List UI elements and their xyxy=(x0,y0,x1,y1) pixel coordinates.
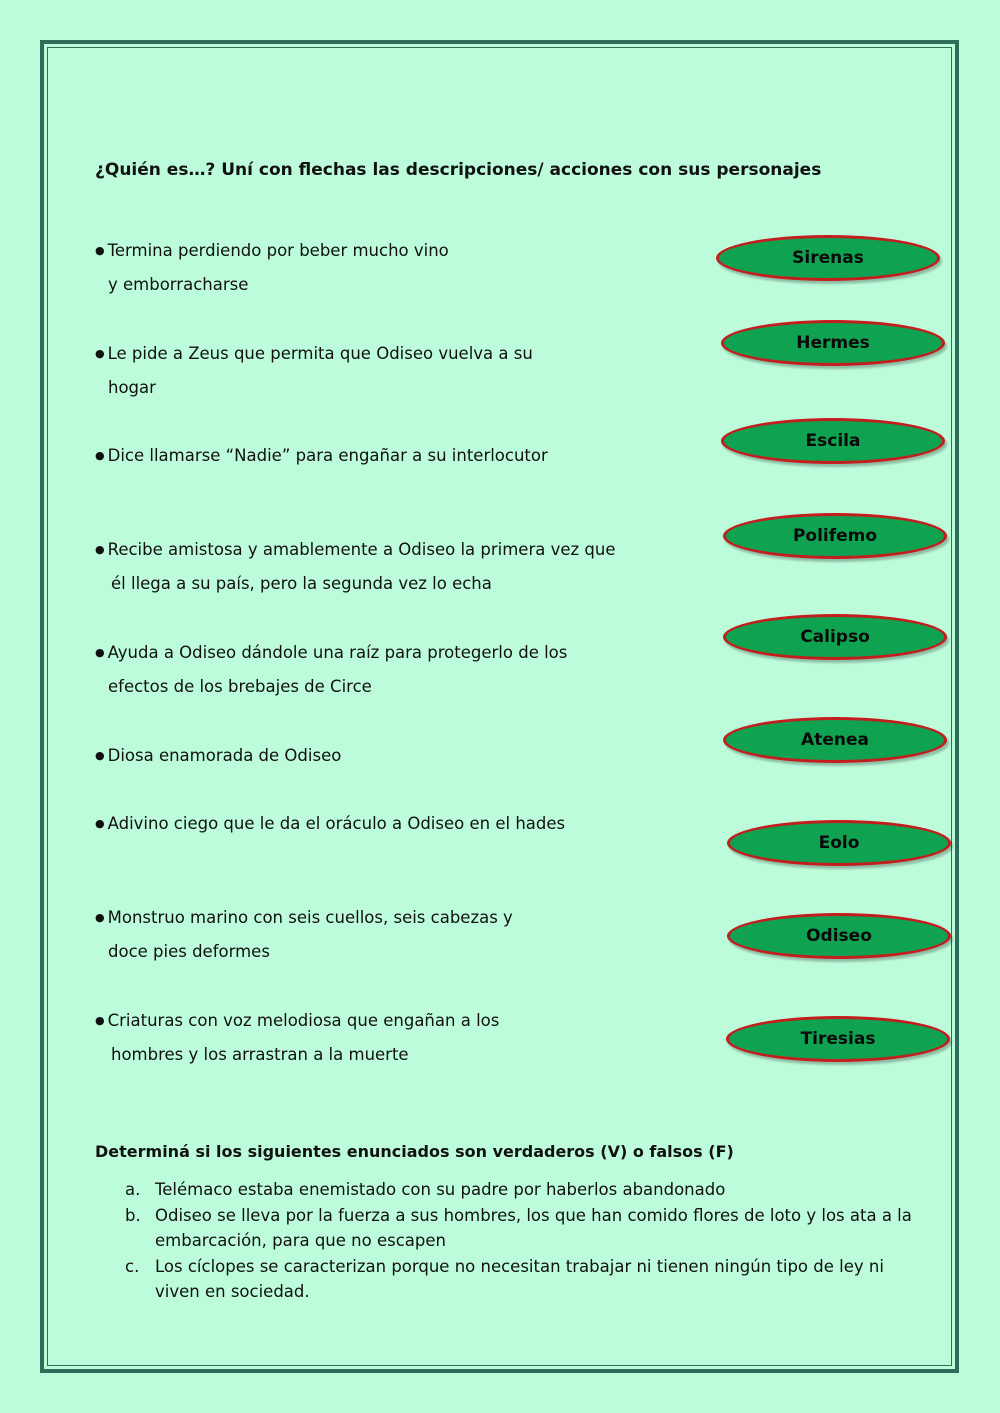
character-oval-eolo[interactable]: Eolo xyxy=(727,820,951,866)
description-3: ● Dice llamarse “Nadie” para engañar a su interlocutor xyxy=(95,446,548,465)
bullet-icon: ● xyxy=(95,1014,105,1027)
description-9: ● Criaturas con voz melodiosa que engañan a los hombres y los arrastran a la muerte xyxy=(95,1011,500,1064)
description-6: ● Diosa enamorada de Odiseo xyxy=(95,746,342,765)
bullet-icon: ● xyxy=(95,244,105,257)
character-oval-polifemo[interactable]: Polifemo xyxy=(723,513,947,559)
character-oval-tiresias[interactable]: Tiresias xyxy=(726,1016,950,1062)
bullet-icon: ● xyxy=(95,911,105,924)
character-oval-hermes[interactable]: Hermes xyxy=(721,320,945,366)
bullet-icon: ● xyxy=(95,749,105,762)
bullet-icon: ● xyxy=(95,449,105,462)
character-oval-atenea[interactable]: Atenea xyxy=(723,717,947,763)
character-oval-sirenas[interactable]: Sirenas xyxy=(716,235,940,281)
true-false-title: Determiná si los siguientes enunciados son verdaderos (V) o falsos (F) xyxy=(95,1142,734,1161)
character-oval-calipso[interactable]: Calipso xyxy=(723,614,947,660)
character-oval-odiseo[interactable]: Odiseo xyxy=(727,913,951,959)
description-5: ● Ayuda a Odiseo dándole una raíz para protegerlo de los efectos de los brebajes de Circe xyxy=(95,643,568,696)
description-4: ● Recibe amistosa y amablemente a Odiseo la primera vez que él llega a su país, pero la segunda vez lo echa xyxy=(95,540,616,593)
bullet-icon: ● xyxy=(95,646,105,659)
matching-title: ¿Quién es…? Uní con flechas las descripciones/ acciones con sus personajes xyxy=(95,160,822,180)
list-item: b. Odiseo se lleva por la fuerza a sus hombres, los que han comido flores de loto y los ata a la embarcación, para que no escapen xyxy=(125,1205,912,1250)
character-oval-escila[interactable]: Escila xyxy=(721,418,945,464)
description-1: ● Termina perdiendo por beber mucho vino y emborracharse xyxy=(95,241,449,294)
description-2: ● Le pide a Zeus que permita que Odiseo vuelva a su hogar xyxy=(95,344,533,397)
bullet-icon: ● xyxy=(95,347,105,360)
bullet-icon: ● xyxy=(95,817,105,830)
description-7: ● Adivino ciego que le da el oráculo a Odiseo en el hades xyxy=(95,814,566,833)
bullet-icon: ● xyxy=(95,543,105,556)
list-item: a. Telémaco estaba enemistado con su padre por haberlos abandonado xyxy=(125,1180,726,1199)
list-item: c. Los cíclopes se caracterizan porque no necesitan trabajar ni tienen ningún tipo de ley ni viven en sociedad. xyxy=(125,1256,884,1301)
description-8: ● Monstruo marino con seis cuellos, seis cabezas y doce pies deformes xyxy=(95,908,513,961)
true-false-list xyxy=(125,1177,925,1305)
